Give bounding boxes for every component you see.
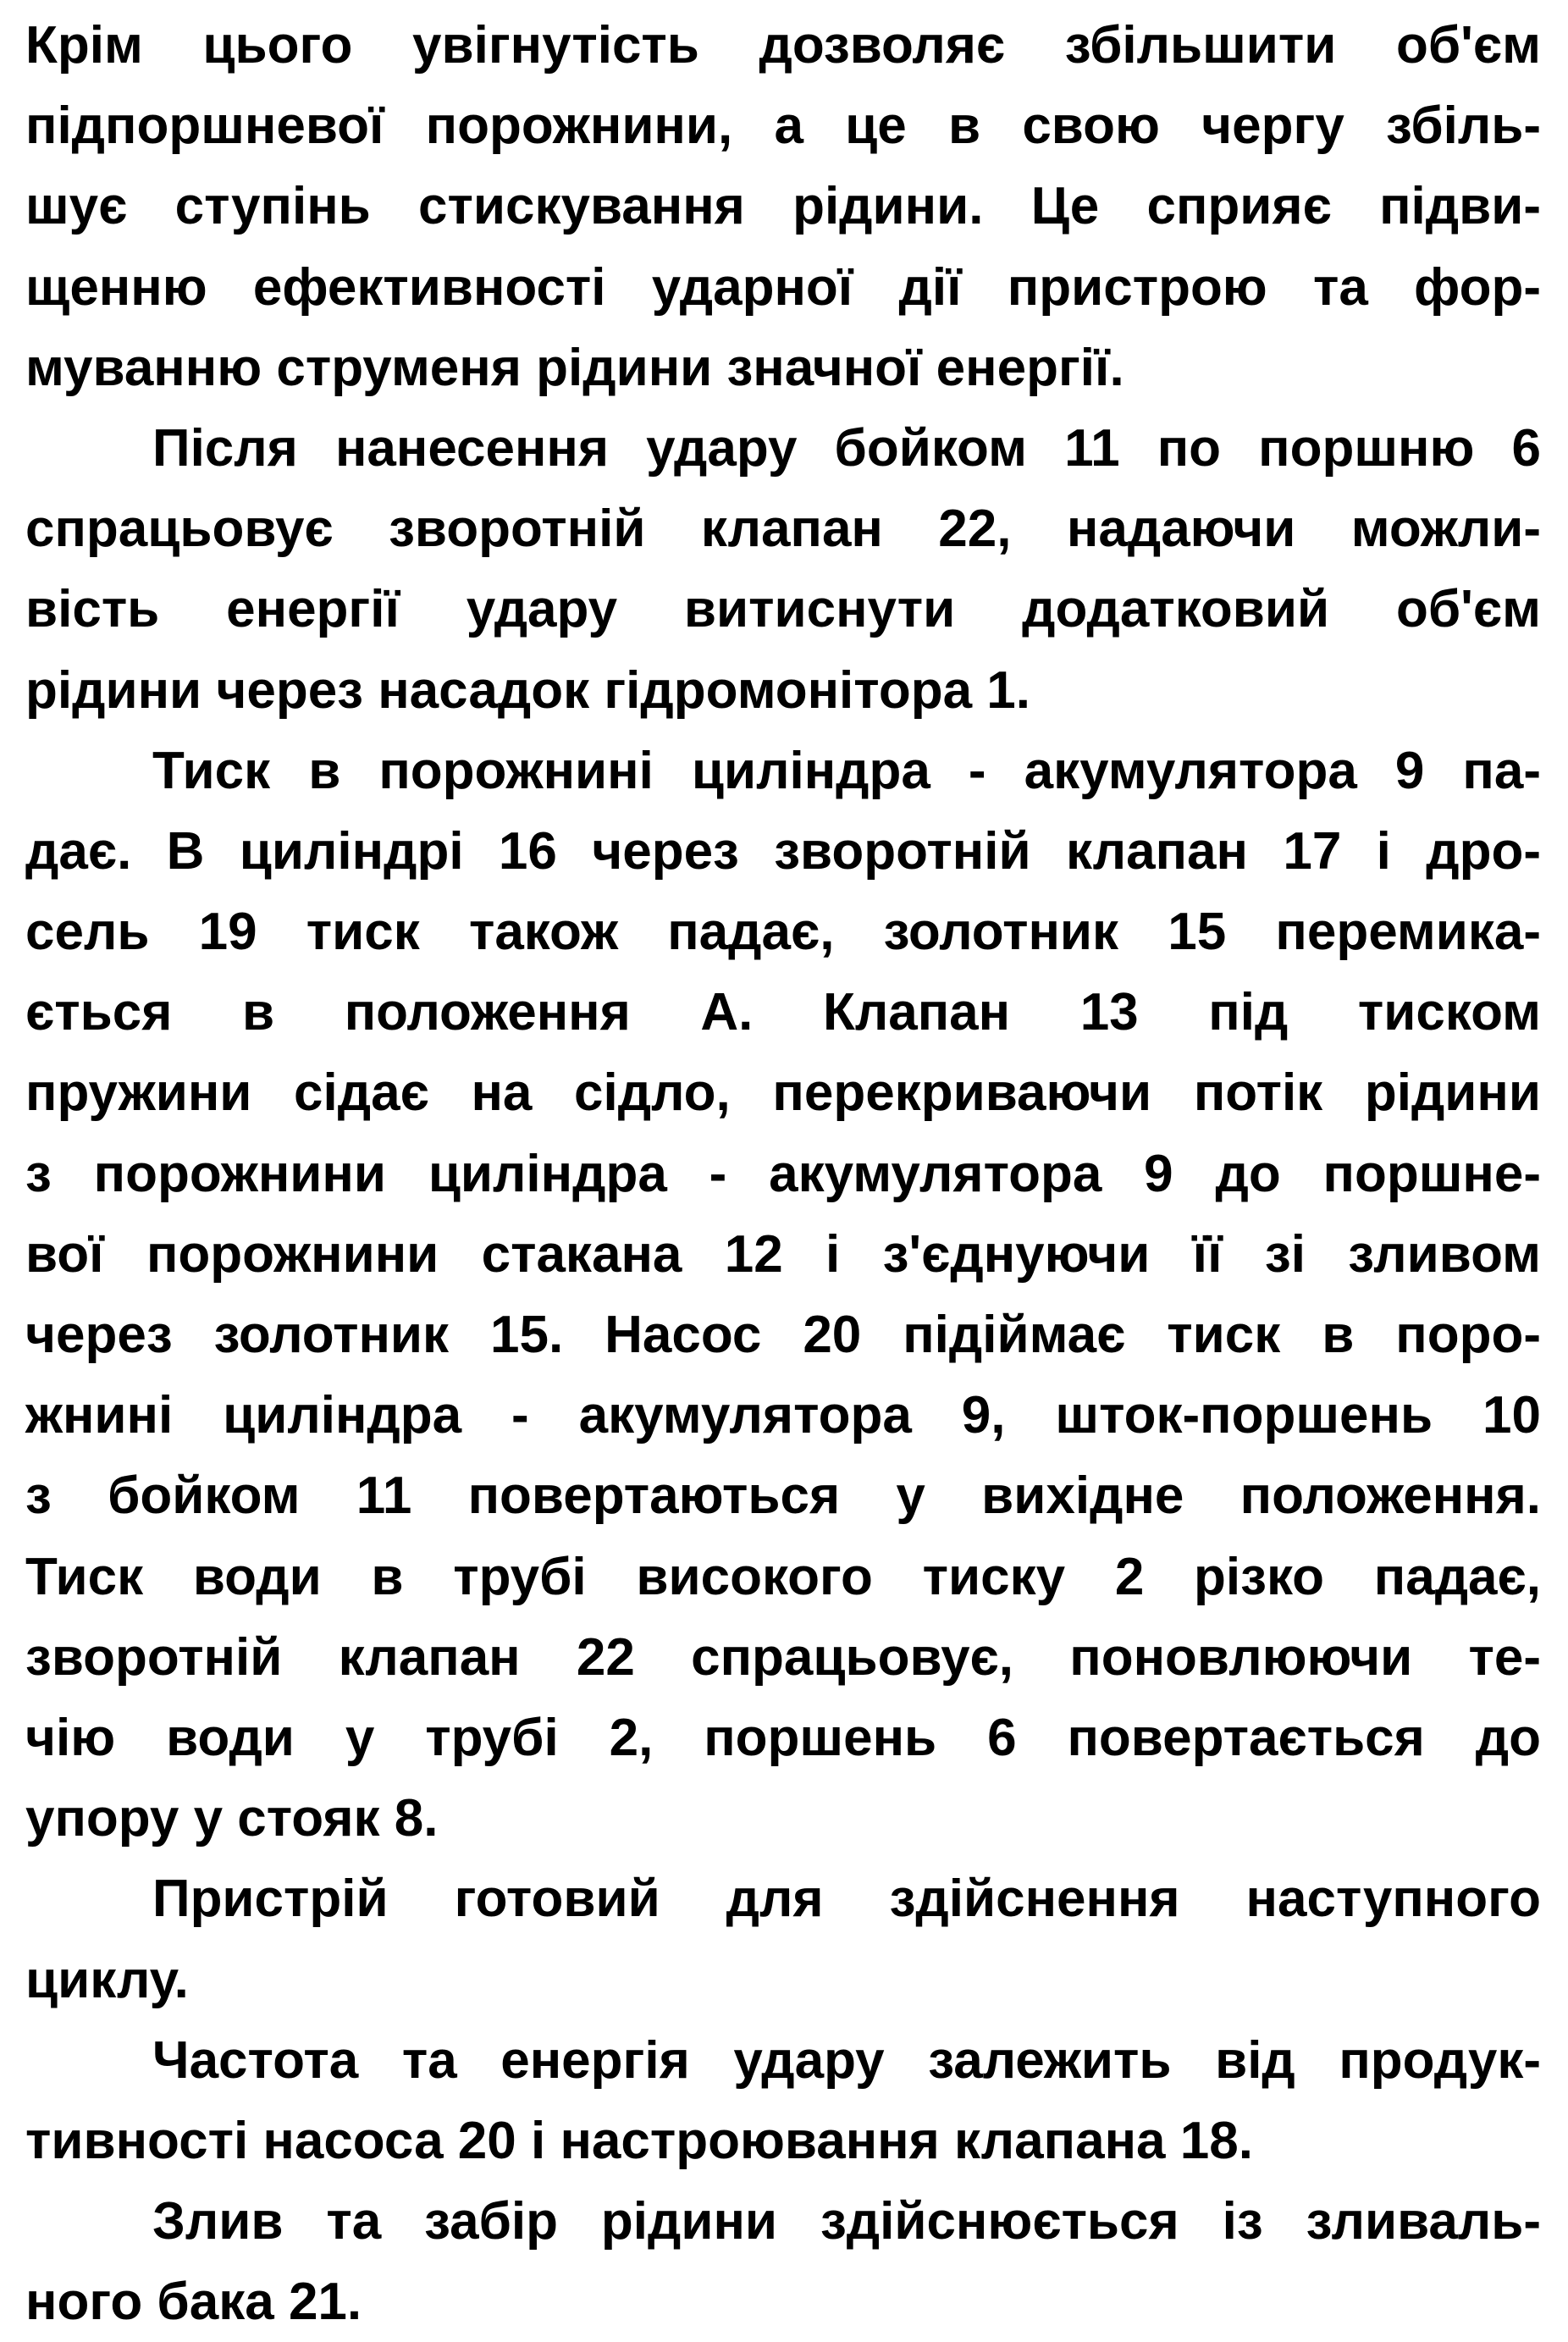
text-line: муванню струменя рідини значної енергії. xyxy=(25,338,1124,397)
text-line: Частота та енергія удару залежить від продук- xyxy=(152,2030,1541,2090)
text-line: вість енергії удару витиснути додатковий об'єм xyxy=(25,580,1541,639)
text-line: Тиск води в трубі високого тиску 2 різко падає, xyxy=(25,1547,1541,1606)
paragraph-1 xyxy=(25,5,1541,408)
text-line: циклу. xyxy=(25,1950,189,2009)
text-line: через золотник 15. Насос 20 підіймає тиск в поро- xyxy=(25,1306,1541,1364)
document-page xyxy=(25,5,1541,2342)
paragraph-2 xyxy=(25,408,1541,731)
text-line: тивності насоса 20 і настроювання клапана 18. xyxy=(25,2111,1253,2170)
text-line: дає. В циліндрі 16 через зворотній клапан 17 і дро- xyxy=(25,821,1541,881)
text-line: сель 19 тиск також падає, золотник 15 перемика- xyxy=(25,903,1541,962)
text-line: Пристрій готовий для здійснення наступного xyxy=(152,1870,1541,1929)
text-line: Тиск в порожнині циліндра - акумулятора 9 па- xyxy=(152,741,1541,800)
paragraph-5 xyxy=(25,2020,1541,2181)
text-line: Після нанесення удару бойком 11 по поршню 6 xyxy=(152,418,1541,478)
text-line: Крім цього увігнутість дозволяє збільшити об'єм xyxy=(25,16,1541,75)
text-line: ного бака 21. xyxy=(25,2273,362,2332)
text-line: зворотній клапан 22 спрацьовує, поновлюючи те- xyxy=(25,1627,1541,1687)
text-line: шує ступінь стискування рідини. Це сприяє підви- xyxy=(25,177,1541,236)
text-line: щенню ефективності ударної дії пристрою та фор- xyxy=(25,257,1541,317)
text-line: з бойком 11 повертаються у вихідне положення. xyxy=(25,1467,1541,1526)
paragraph-4 xyxy=(25,1859,1541,2019)
text-line: ється в положення А. Клапан 13 під тиском xyxy=(25,983,1541,1042)
text-line: чію води у трубі 2, поршень 6 повертається до xyxy=(25,1708,1541,1767)
paragraph-3 xyxy=(25,731,1541,1859)
text-line: спрацьовує зворотній клапан 22, надаючи можли- xyxy=(25,500,1541,559)
text-line: підпоршневої порожнини, а це в свою чергу збіль- xyxy=(25,97,1541,156)
text-line: пружини сідає на сідло, перекриваючи потік рідини xyxy=(25,1063,1541,1123)
text-line: вої порожнини стакана 12 і з'єднуючи її зі зливом xyxy=(25,1224,1541,1284)
text-line: жнині циліндра - акумулятора 9, шток-поршень 10 xyxy=(25,1386,1541,1445)
text-line: з порожнини циліндра - акумулятора 9 до поршне- xyxy=(25,1144,1541,1203)
text-line: упору у стояк 8. xyxy=(25,1789,439,1848)
text-line: рідини через насадок гідромонітора 1. xyxy=(25,660,1030,720)
text-line: Злив та забір рідини здійснюється із зливаль- xyxy=(152,2192,1541,2251)
paragraph-6 xyxy=(25,2181,1541,2342)
